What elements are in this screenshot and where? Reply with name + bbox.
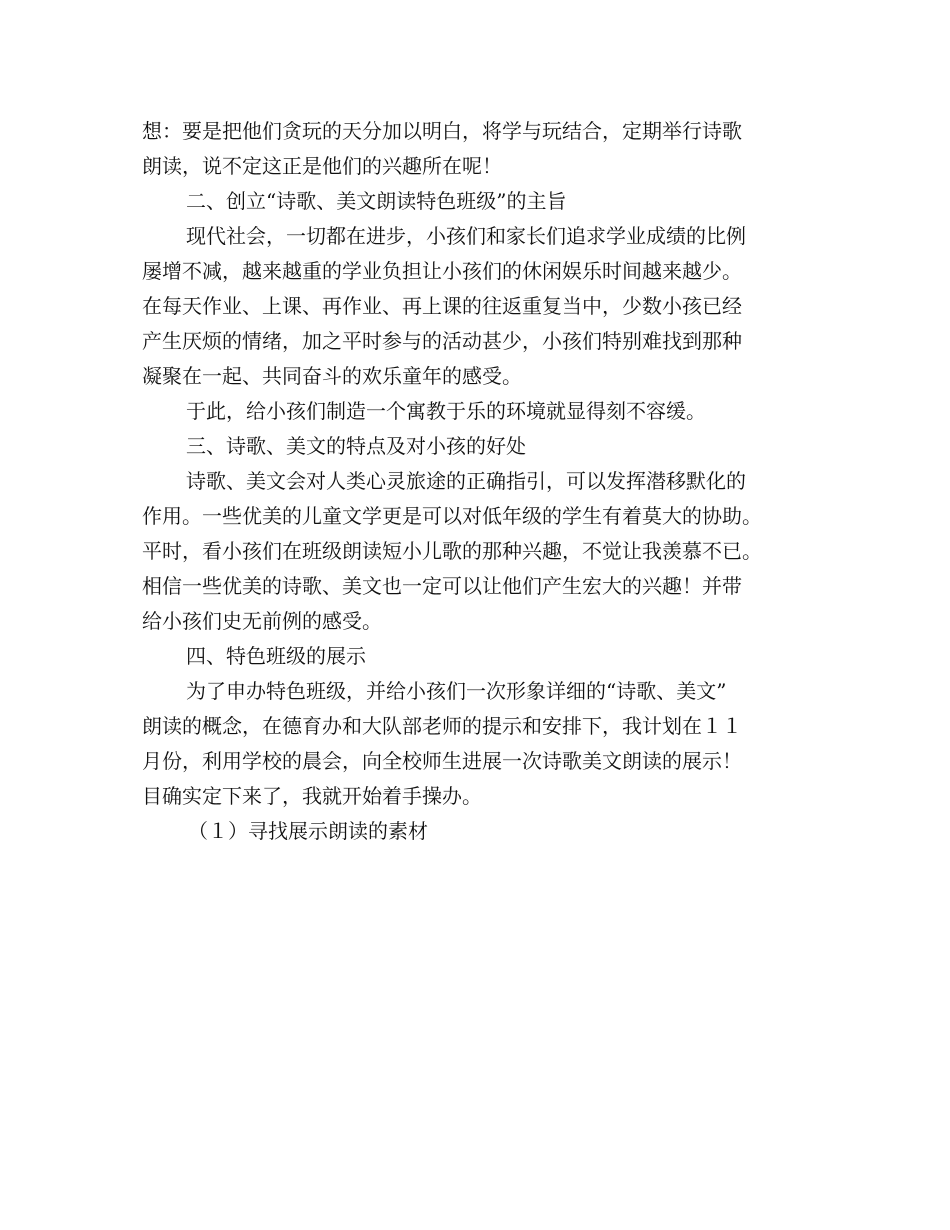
subsection-heading: （１）寻找展示朗读的素材 [188, 819, 428, 843]
text-line: 现代社会，一切都在进步，小孩们和家长们追求学业成绩的比例 [186, 224, 746, 248]
text-line: 目确实定下来了，我就开始着手操办。 [142, 784, 482, 808]
document-body [142, 114, 842, 849]
section-heading: 四、特色班级的展示 [186, 644, 366, 668]
text-line: 平时，看小孩们在班级朗读短小儿歌的那种兴趣，不觉让我羡慕不已。 [142, 539, 762, 563]
text-line: 在每天作业、上课、再作业、再上课的往返重复当中，少数小孩已经 [142, 294, 742, 318]
text-line: 相信一些优美的诗歌、美文也一定可以让他们产生宏大的兴趣！并带 [142, 574, 742, 598]
text-line: 给小孩们史无前例的感受。 [142, 609, 382, 633]
text-line: 朗读的概念，在德育办和大队部老师的提示和安排下，我计划在１１ [142, 714, 742, 738]
text-line: 月份，利用学校的晨会，向全校师生进展一次诗歌美文朗读的展示！ [142, 749, 742, 773]
text-line: 想：要是把他们贪玩的天分加以明白，将学与玩结合，定期举行诗歌 [142, 119, 742, 143]
text-line: 作用。一些优美的儿童文学更是可以对低年级的学生有着莫大的协助。 [142, 504, 762, 528]
text-line: 屡增不减，越来越重的学业负担让小孩们的休闲娱乐时间越来越少。 [142, 259, 742, 283]
section-heading: 二、创立“诗歌、美文朗读特色班级”的主旨 [186, 189, 567, 213]
text-line: 产生厌烦的情绪，加之平时参与的活动甚少，小孩们特别难找到那种 [142, 329, 742, 353]
text-line: 诗歌、美文会对人类心灵旅途的正确指引，可以发挥潜移默化的 [186, 469, 746, 493]
text-line: 为了申办特色班级，并给小孩们一次形象详细的“诗歌、美文” [186, 679, 727, 703]
text-line: 凝聚在一起、共同奋斗的欢乐童年的感受。 [142, 364, 522, 388]
text-line: 于此，给小孩们制造一个寓教于乐的环境就显得刻不容缓。 [186, 399, 706, 423]
text-line: 朗读，说不定这正是他们的兴趣所在呢！ [142, 154, 502, 178]
section-heading: 三、诗歌、美文的特点及对小孩的好处 [186, 434, 526, 458]
